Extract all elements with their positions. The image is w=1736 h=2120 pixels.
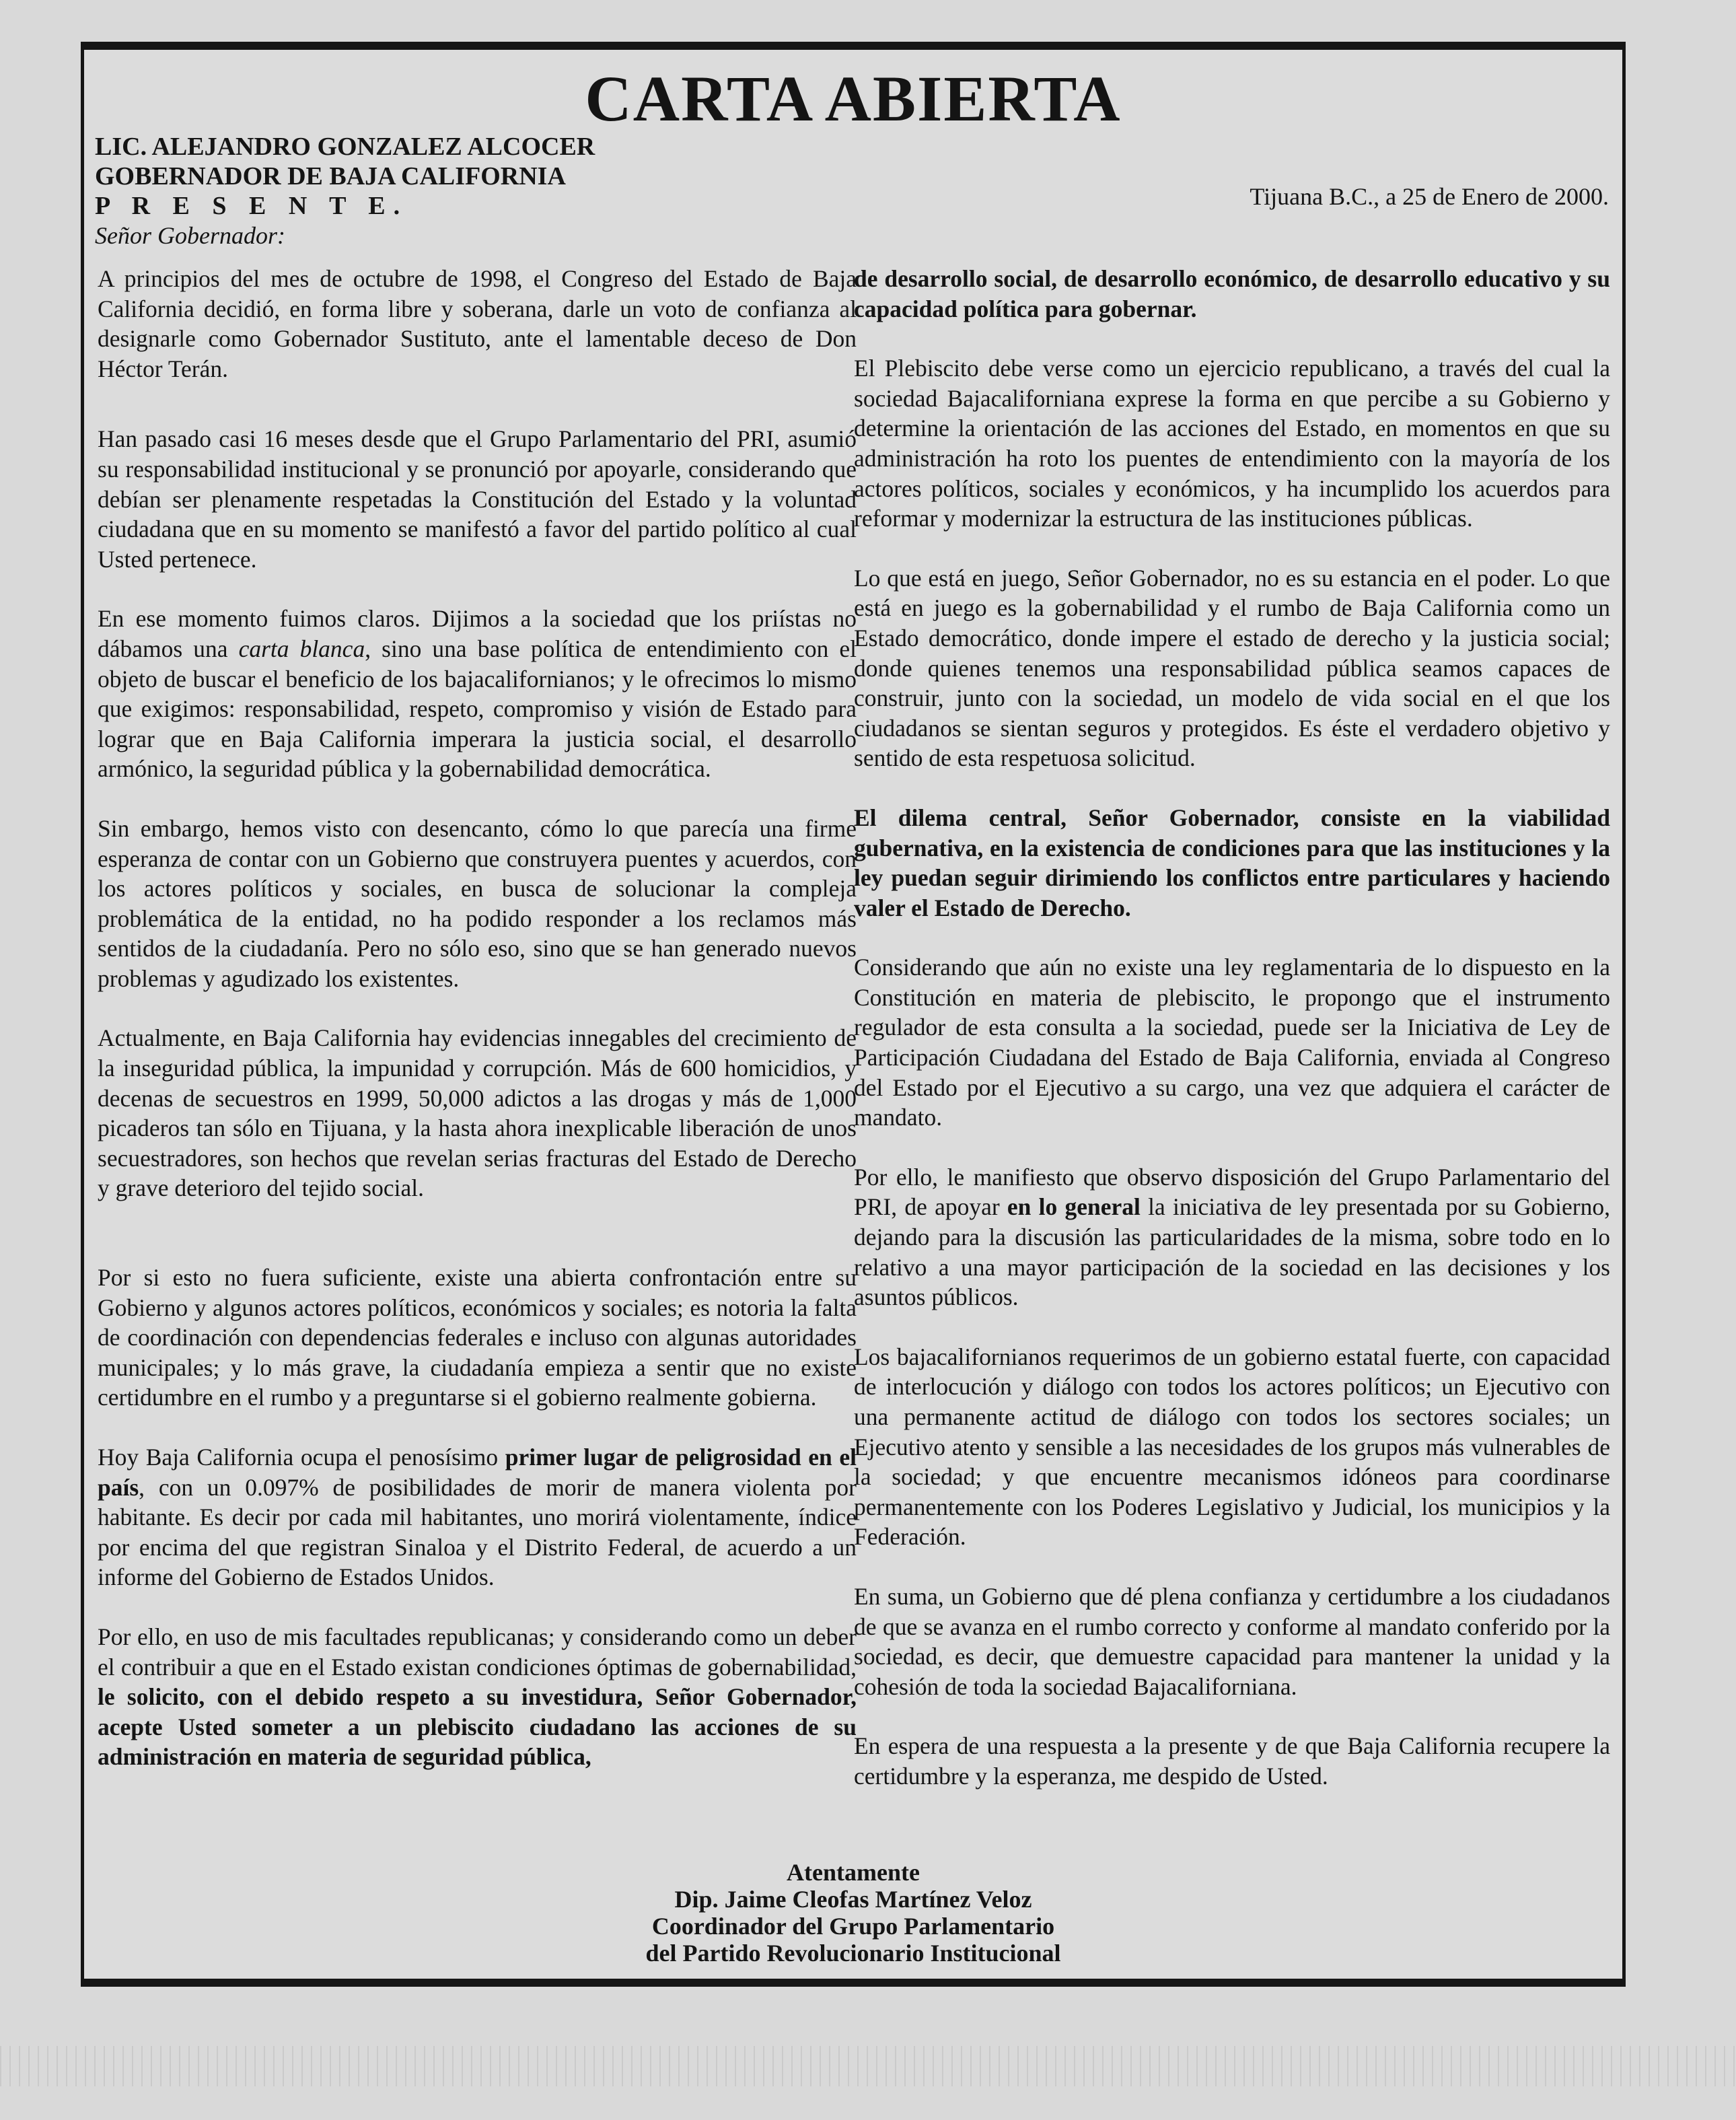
salutation: Señor Gobernador: [95,222,285,249]
bold-text: en lo general [1007,1193,1141,1221]
paragraph: Lo que está en juego, Señor Gobernador, no es su estancia en el poder. Lo que está en juego es la gobernabilidad y el rumbo de Baja California como un Estado democrático, donde impere el estado de derecho y la justicia social; donde quienes tenemos una responsabilidad pública seamos capaces de construir, junto con la sociedad, un modelo de vida social en el que los ciudadanos se sientan seguros y protegidos. Es éste el verdadero objetivo y sentido de esta respetuosa solicitud. [854,564,1610,772]
paragraph: A principios del mes de octubre de 1998, el Congreso del Estado de Baja California decidió, en forma libre y soberana, darle un voto de confianza al designarle como Gobernador Sustituto, ante el lamentable deceso de Don Héctor Terán. [98,265,857,382]
italic-text: carta blanca [238,635,365,662]
bold-text: le solicito, con el debido respeto a su investidura, Señor Gobernador, acepte Usted someter a un plebiscito ciudadano las acciones de su administración en materia de seguridad pública, [98,1683,857,1771]
paragraph [98,604,857,784]
text-run: Por ello, en uso de mis facultades republicanas; y considerando como un deber el contribuir a que en el Estado existan condiciones óptimas de gobernabilidad, [98,1623,857,1681]
paragraph [854,803,1610,923]
left-column [98,264,857,1802]
right-column [854,264,1610,1821]
paragraph [854,1162,1610,1312]
paragraph [854,264,1610,324]
paragraph: Los bajacalifornianos requerimos de un gobierno estatal fuerte, con capacidad de interlocución y diálogo con todos los actores políticos; un Ejecutivo con una permanente actitud de diálogo con todos los sectores sociales; un Ejecutivo atento y sensible a las necesidades de los grupos más vulnerables de la sociedad; y que encuentre mecanismos idóneos para coordinarse permanentemente con los Poderes Legislativo y Judicial, los municipios y la Federación. [854,1343,1610,1551]
text-run: la iniciativa de ley presentada por su Gobierno, dejando para la discusión las particularidades de la misma, sobre todo en lo relativo a una mayor participación de la sociedad en las decisiones y los asuntos públicos. [854,1193,1610,1311]
addressee-name: LIC. ALEJANDRO GONZALEZ ALCOCER [95,133,595,161]
paragraph: En espera de una respuesta a la presente y de que Baja California recupere la certidumbre y la esperanza, me despido de Usted. [854,1732,1610,1790]
signer-name: Dip. Jaime Cleofas Martínez Veloz [674,1886,1032,1913]
signer-party: del Partido Revolucionario Institucional [645,1940,1061,1967]
signature-block [84,1859,1622,1967]
paragraph: Sin embargo, hemos visto con desencanto, cómo lo que parecía una firme esperanza de contar con un Gobierno que construyera puentes y acuerdos, con los actores políticos y sociales, en busca de solucionar la compleja problemática de la entidad, no ha podido responder a los reclamos más sentidos de la ciudadanía. Pero no sólo eso, sino que se han generado nuevos problemas y agudizado los existentes. [98,814,857,992]
text-run: , con un 0.097% de posibilidades de morir de manera violenta por habitante. Es decir por cada mil habitantes, uno morirá violentamente, índice por encima del que registran Sinaloa y el Distrito Federal, de acuerdo a un informe del Gobierno de Estados Unidos. [98,1473,857,1591]
paragraph: Han pasado casi 16 meses desde que el Grupo Parlamentario del PRI, asumió su responsabilidad institucional y se pronunció por apoyarle, considerando que debían ser plenamente respetadas la Constitución del Estado y la voluntad ciudadana que en su momento se manifestó a favor del partido político al cual Usted pertenece. [98,425,857,573]
letter-frame [81,42,1626,1987]
addressee-presente: P R E S E N T E. [95,192,408,220]
closing: Atentamente [787,1859,920,1886]
paragraph: Considerando que aún no existe una ley reglamentaria de lo dispuesto en la Constitución en materia de plebiscito, le propongo que el instrumento regulador de esta consulta a la sociedad, puede ser la Iniciativa de Ley de Participación Ciudadana del Estado de Baja California, enviada al Congreso del Estado por el Ejecutivo a su cargo, una vez que adquiera el carácter de mandato. [854,954,1610,1131]
paragraph: Por si esto no fuera suficiente, existe una abierta confrontación entre su Gobierno y algunos actores políticos, económicos y sociales; es notoria la falta de coordinación con dependencias federales e incluso con algunas autoridades municipales; y lo más grave, la ciudadanía empieza a sentir que no existe certidumbre en el rumbo y a preguntarse si el gobierno realmente gobierna. [98,1264,857,1411]
paragraph: Actualmente, en Baja California hay evidencias innegables del crecimiento de la inseguridad pública, la impunidad y corrupción. Más de 600 homicidios, y decenas de secuestros en 1999, 50,000 adictos a las drogas y más de 1,000 picaderos tan sólo en Tijuana, y la hasta ahora inexplicable liberación de unos secuestradores, son hechos que revelan serias fracturas del Estado de Derecho y grave deterioro del tejido social. [98,1024,857,1202]
paragraph [98,1622,857,1772]
bold-text: de desarrollo social, de desarrollo económico, de desarrollo educativo y su capacidad política para gobernar. [854,265,1610,322]
page-title: CARTA ABIERTA [585,63,1122,135]
letter-date: Tijuana B.C., a 25 de Enero de 2000. [1250,183,1609,210]
addressee-position: GOBERNADOR DE BAJA CALIFORNIA [95,162,566,190]
bold-text: El dilema central, Señor Gobernador, consiste en la viabilidad gubernativa, en la existencia de condiciones para que las instituciones y la ley puedan seguir dirimiendo los conflictos entre particulares y haciendo valer el Estado de Derecho. [854,804,1610,921]
bold-text: primer lugar de peligrosidad en el país [98,1444,857,1501]
text-run: En ese momento fuimos claros. Dijimos a la sociedad que los priístas no dábamos una [98,605,857,662]
text-run: Por ello, le manifiesto que observo disposición del Grupo Parlamentario del PRI, de apoyar [854,1163,1610,1221]
signer-role: Coordinador del Grupo Parlamentario [651,1913,1055,1940]
addressee-block [95,132,595,250]
paragraph: El Plebiscito debe verse como un ejercicio republicano, a través del cual la sociedad Bajacaliforniana exprese la forma en que percibe a su Gobierno y determine la orientación de las acciones del Estado, en momentos en que su administración ha roto los puentes de entendimiento con la mayoría de los actores políticos, sociales y económicos, y ha incumplido los acuerdos para reformar y modernizar la estructura de las instituciones públicas. [854,355,1610,532]
paragraph: En suma, un Gobierno que dé plena confianza y certidumbre a los ciudadanos de que se avanza en el rumbo correcto y conforme al mandato conferido por la sociedad, es decir, que demuestre capacidad para mantener la unidad y la cohesión de toda la sociedad Bajacaliforniana. [854,1582,1610,1700]
text-run: , sino una base política de entendimiento con el objeto de buscar el beneficio de los bajacalifornianos; y le ofrecimos lo mismo que exigimos: responsabilidad, respeto, compromiso y visión de Estado para lograr que en Baja California imperara la justicia social, el desarrollo armónico, la seguridad pública y la gobernabilidad democrática. [98,635,857,783]
scan-noise [0,2046,1736,2086]
text-run: Hoy Baja California ocupa el penosísimo [98,1444,505,1471]
paragraph [98,1442,857,1592]
